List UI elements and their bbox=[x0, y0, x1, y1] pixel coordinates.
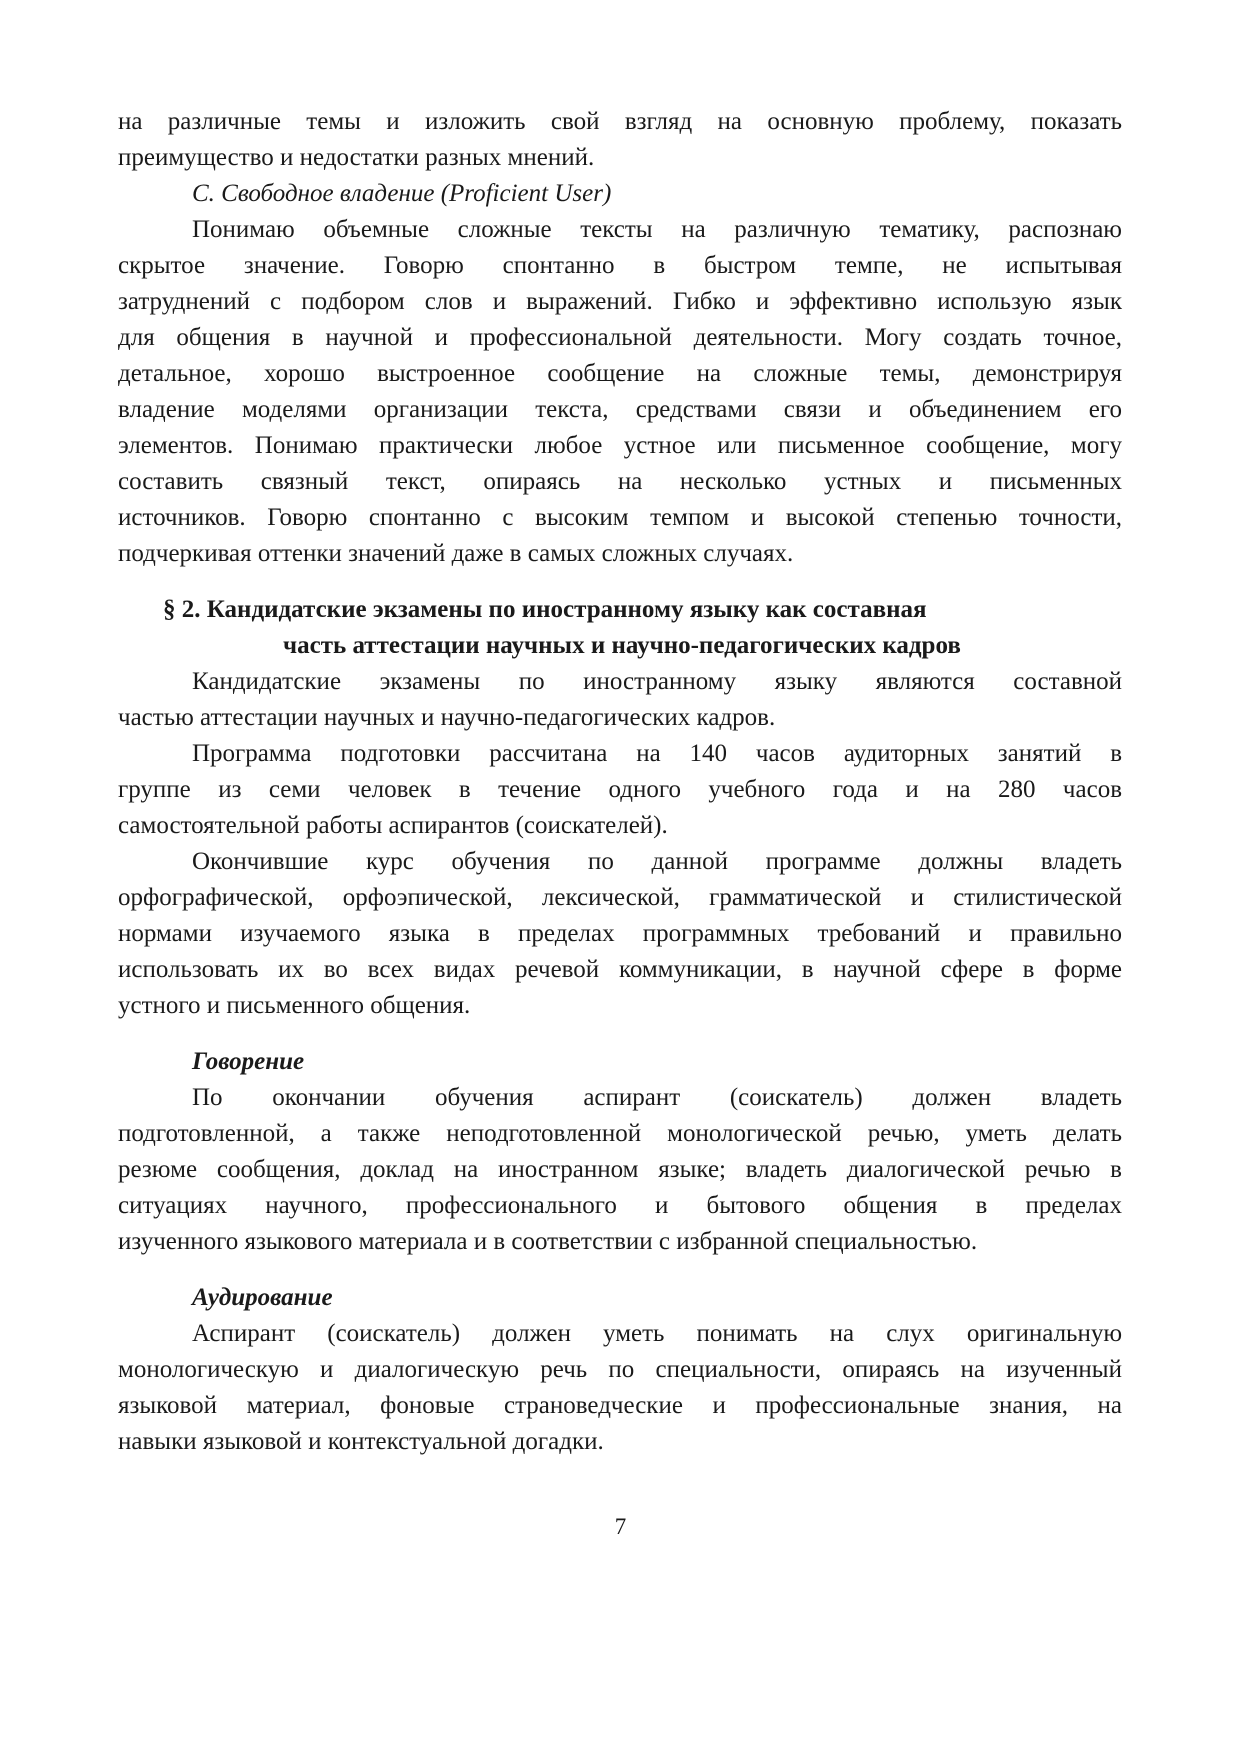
paragraph-line: языковой материал, фоновые страноведческие и профессиональные знания, на bbox=[118, 1392, 1122, 1419]
level-subheading: C. Свободное владение (Proficient User) bbox=[192, 180, 612, 207]
paragraph-line: группе из семи человек в течение одного учебного года и на 280 часов bbox=[118, 776, 1122, 803]
paragraph-line: навыки языковой и контекстуальной догадки. bbox=[118, 1428, 604, 1455]
paragraph bbox=[118, 1316, 1122, 1460]
paragraph-line: частью аттестации научных и научно-педагогических кадров. bbox=[118, 704, 776, 731]
paragraph-line: для общения в научной и профессиональной деятельности. Могу создать точное, bbox=[118, 324, 1122, 351]
paragraph-line: изученного языкового материала и в соответствии с избранной специальностью. bbox=[118, 1228, 978, 1255]
paragraph bbox=[118, 104, 1122, 176]
paragraph bbox=[118, 664, 1122, 736]
spacer bbox=[118, 572, 1122, 592]
paragraph-line: затруднений с подбором слов и выражений. Гибко и эффективно использую язык bbox=[118, 288, 1122, 315]
paragraph bbox=[118, 844, 1122, 1024]
section-subheading: Аудирование bbox=[192, 1284, 333, 1311]
section-heading bbox=[118, 592, 1122, 664]
paragraph-line: детальное, хорошо выстроенное сообщение на сложные темы, демонстрируя bbox=[118, 360, 1122, 387]
paragraph-line: скрытое значение. Говорю спонтанно в быстром темпе, не испытывая bbox=[118, 252, 1122, 279]
paragraph-line: Программа подготовки рассчитана на 140 часов аудиторных занятий в bbox=[192, 740, 1122, 767]
paragraph-line: резюме сообщения, доклад на иностранном языке; владеть диалогической речью в bbox=[118, 1156, 1122, 1183]
spacer bbox=[118, 1024, 1122, 1044]
paragraph bbox=[118, 736, 1122, 844]
paragraph-line: использовать их во всех видах речевой коммуникации, в научной сфере в форме bbox=[118, 956, 1122, 983]
paragraph-line: Понимаю объемные сложные тексты на различную тематику, распознаю bbox=[192, 216, 1122, 243]
paragraph-line: элементов. Понимаю практически любое устное или письменное сообщение, могу bbox=[118, 432, 1122, 459]
paragraph-line: владение моделями организации текста, средствами связи и объединением его bbox=[118, 396, 1122, 423]
paragraph-line: орфографической, орфоэпической, лексической, грамматической и стилистической bbox=[118, 884, 1122, 911]
paragraph bbox=[118, 1080, 1122, 1260]
paragraph bbox=[118, 212, 1122, 572]
paragraph-line: подготовленной, а также неподготовленной монологической речью, уметь делать bbox=[118, 1120, 1122, 1147]
paragraph-line: ситуациях научного, профессионального и бытового общения в пределах bbox=[118, 1192, 1122, 1219]
paragraph-line: источников. Говорю спонтанно с высоким темпом и высокой степенью точности, bbox=[118, 504, 1122, 531]
paragraph-line: Окончившие курс обучения по данной программе должны владеть bbox=[192, 848, 1122, 875]
paragraph-line: монологическую и диалогическую речь по специальности, опираясь на изученный bbox=[118, 1356, 1122, 1383]
page-number: 7 bbox=[614, 1514, 627, 1539]
paragraph-line: Кандидатские экзамены по иностранному языку являются составной bbox=[192, 668, 1122, 695]
document-page-body bbox=[118, 104, 1122, 1460]
paragraph-line: устного и письменного общения. bbox=[118, 992, 471, 1019]
paragraph-line: По окончании обучения аспирант (соискатель) должен владеть bbox=[192, 1084, 1122, 1111]
section-subheading: Говорение bbox=[192, 1048, 305, 1075]
section-heading-line: § 2. Кандидатские экзамены по иностранному языку как составная bbox=[163, 596, 927, 623]
paragraph-line: самостоятельной работы аспирантов (соискателей). bbox=[118, 812, 668, 839]
paragraph-line: на различные темы и изложить свой взгляд на основную проблему, показать bbox=[118, 108, 1122, 135]
paragraph-line: нормами изучаемого языка в пределах программных требований и правильно bbox=[118, 920, 1122, 947]
paragraph-line: составить связный текст, опираясь на несколько устных и письменных bbox=[118, 468, 1122, 495]
spacer bbox=[118, 1260, 1122, 1280]
paragraph-line: подчеркивая оттенки значений даже в самых сложных случаях. bbox=[118, 540, 794, 567]
paragraph-line: Аспирант (соискатель) должен уметь понимать на слух оригинальную bbox=[192, 1320, 1122, 1347]
section-heading-line: часть аттестации научных и научно-педагогических кадров bbox=[283, 632, 961, 659]
paragraph-line: преимущество и недостатки разных мнений. bbox=[118, 144, 595, 171]
